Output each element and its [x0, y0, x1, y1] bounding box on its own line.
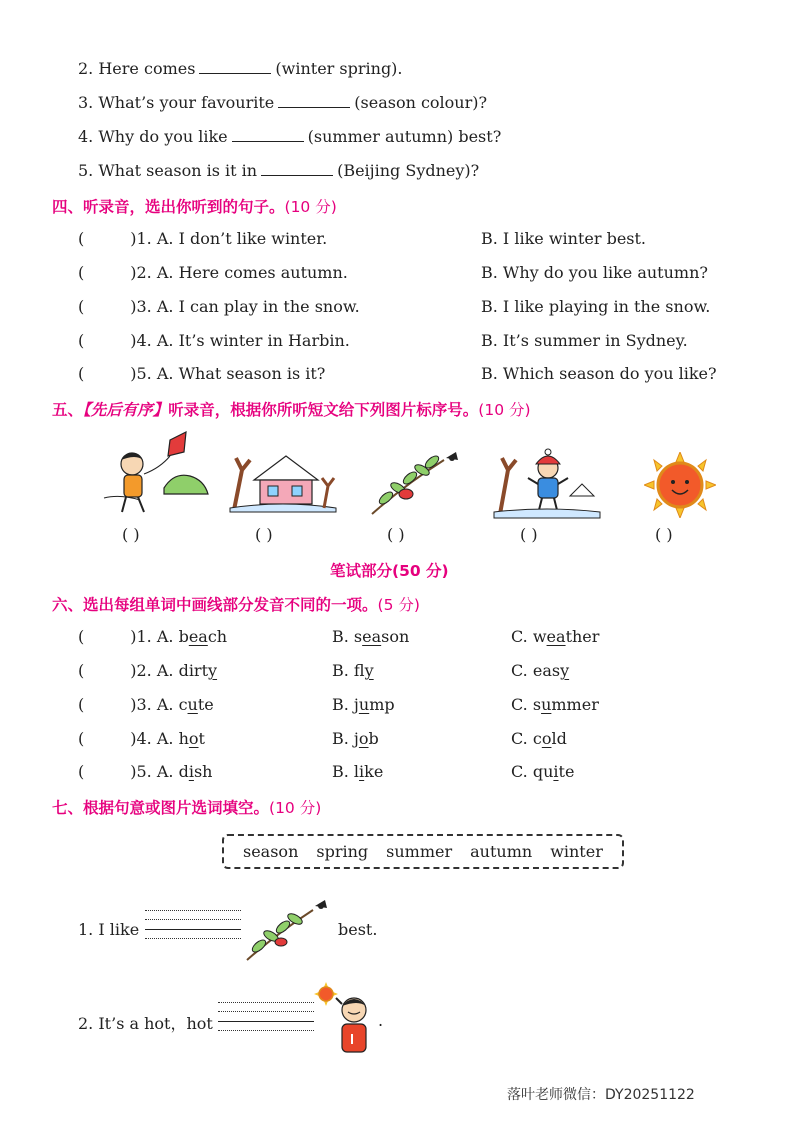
answer-blank[interactable] [232, 127, 304, 142]
answer-bracket-1[interactable]: ( ) [122, 525, 140, 544]
option-a: )5. A. What season is it? [130, 364, 326, 383]
winter-kid-picture [492, 448, 602, 520]
phonics-option-c: C. quite [511, 762, 575, 781]
section-4-score: (10 分) [284, 198, 337, 216]
section-4-heading [52, 195, 337, 217]
underlined-part: u [541, 695, 552, 714]
answer-blank[interactable] [261, 161, 333, 176]
section-7-score: (10 分) [269, 799, 322, 817]
answer-bracket-4[interactable]: ( ) [520, 525, 538, 544]
word-spring: spring [316, 842, 369, 861]
fill-q1-text: 1. I like [78, 920, 140, 939]
fill-q2-answer-lines[interactable] [218, 994, 314, 1031]
word-summer: summer [386, 842, 453, 861]
underlined-part: o [358, 729, 369, 748]
q3-item-3-options: (season colour)? [354, 93, 488, 112]
fill-q1-end: best. [338, 920, 378, 939]
phonics-option-b: B. like [332, 762, 384, 781]
underlined-part: i [359, 762, 365, 781]
phonics-row-3: ( )3. A. cute [78, 695, 214, 714]
option-b: B. Which season do you like? [481, 364, 717, 383]
q3-item-5-text: 5. What season is it in [78, 161, 258, 180]
q3-item-5 [78, 161, 479, 180]
q3-item-3 [78, 93, 487, 112]
phonics-row-2: ( )2. A. dirty [78, 661, 218, 680]
fill-q2-end: . [378, 1011, 384, 1030]
word-winter: winter [550, 842, 603, 861]
listen-item-3: ( )3. A. I can play in the snow. [78, 297, 360, 316]
word-season: season [243, 842, 299, 861]
phonics-option-c: C. cold [511, 729, 567, 748]
section-5-prefix: 五、 [52, 401, 84, 419]
answer-bracket-5[interactable]: ( ) [655, 525, 673, 544]
listen-item-1: ( )1. A. I don’t like winter. [78, 229, 328, 248]
section-7-title: 七、根据句意或图片选词填空。 [52, 799, 270, 817]
option-a: )3. A. I can play in the snow. [130, 297, 360, 316]
written-part-title: 笔试部分(50 分) [330, 562, 449, 580]
phonics-row-1: ( )1. A. beach [78, 627, 228, 646]
section-6-score: (5 分) [377, 596, 420, 614]
hot-kid-picture [312, 982, 380, 1058]
option-a: )1. A. I don’t like winter. [130, 229, 328, 248]
fill-q2-text: 2. It’s a hot，hot [78, 1014, 213, 1033]
footer-contact: 落叶老师微信：DY20251122 [507, 1087, 695, 1103]
underlined-part: y [364, 661, 374, 680]
section-6-heading [52, 593, 420, 615]
phonics-option-c: C. summer [511, 695, 599, 714]
q3-item-2-text: 2. Here comes [78, 59, 196, 78]
listen-item-5: ( )5. A. What season is it? [78, 364, 326, 383]
section-5-title: 听录音，根据你所听短文给下列图片标序号。 [168, 401, 479, 419]
section-5-score: (10 分) [478, 401, 531, 419]
q3-item-4 [78, 127, 501, 146]
q3-item-4-text: 4. Why do you like [78, 127, 228, 146]
option-b: B. I like playing in the snow. [481, 297, 711, 316]
underlined-part: y [560, 661, 570, 680]
q3-item-3-text: 3. What’s your favourite [78, 93, 275, 112]
phonics-option-c: C. weather [511, 627, 600, 646]
autumn-branch-picture [243, 896, 333, 964]
q3-item-5-options: (Beijing Sydney)? [337, 161, 480, 180]
phonics-row-5: ( )5. A. dish [78, 762, 213, 781]
underlined-part: u [358, 695, 370, 714]
phonics-option-c: C. easy [511, 661, 570, 680]
word-autumn: autumn [470, 842, 533, 861]
q3-item-4-options: (summer autumn) best? [307, 127, 502, 146]
answer-blank[interactable] [199, 59, 271, 74]
section-6-title: 六、选出每组单词中画线部分发音不同的一项。 [52, 596, 378, 614]
word-bank [222, 834, 624, 869]
option-b: B. Why do you like autumn? [481, 263, 708, 282]
phonics-option-b: B. jump [332, 695, 395, 714]
branch-bird-picture [366, 444, 466, 518]
sun-picture [644, 452, 716, 518]
option-a: )4. A. It’s winter in Harbin. [130, 331, 350, 350]
phonics-option-b: B. season [332, 627, 410, 646]
underlined-part: i [553, 762, 559, 781]
q3-item-2 [78, 59, 403, 78]
fill-q1-answer-lines[interactable] [145, 902, 241, 939]
listen-item-4: ( )4. A. It’s winter in Harbin. [78, 331, 350, 350]
phonics-option-b: B. job [332, 729, 379, 748]
answer-bracket-3[interactable]: ( ) [387, 525, 405, 544]
answer-blank[interactable] [278, 93, 350, 108]
option-b: B. It’s summer in Sydney. [481, 331, 688, 350]
section-4-title: 四、听录音，选出你听到的句子。 [52, 198, 285, 216]
underlined-part: o [541, 729, 552, 748]
underlined-part: u [187, 695, 198, 714]
answer-bracket-2[interactable]: ( ) [255, 525, 273, 544]
option-b: B. I like winter best. [481, 229, 647, 248]
snow-house-picture [228, 450, 338, 514]
underlined-part: y [208, 661, 218, 680]
kite-kid-picture [100, 428, 212, 516]
section-5-tag: 【先后有序】 [83, 401, 169, 419]
underlined-part: ea [546, 627, 566, 646]
section-5-heading [52, 398, 531, 420]
option-a: )2. A. Here comes autumn. [130, 263, 348, 282]
phonics-row-4: ( )4. A. hot [78, 729, 205, 748]
underlined-part: o [188, 729, 199, 748]
underlined-part: ea [362, 627, 382, 646]
q3-item-2-options: (winter spring). [275, 59, 403, 78]
section-7-heading [52, 796, 321, 818]
underlined-part: i [188, 762, 194, 781]
phonics-option-b: B. fly [332, 661, 374, 680]
underlined-part: ea [188, 627, 208, 646]
listen-item-2: ( )2. A. Here comes autumn. [78, 263, 348, 282]
